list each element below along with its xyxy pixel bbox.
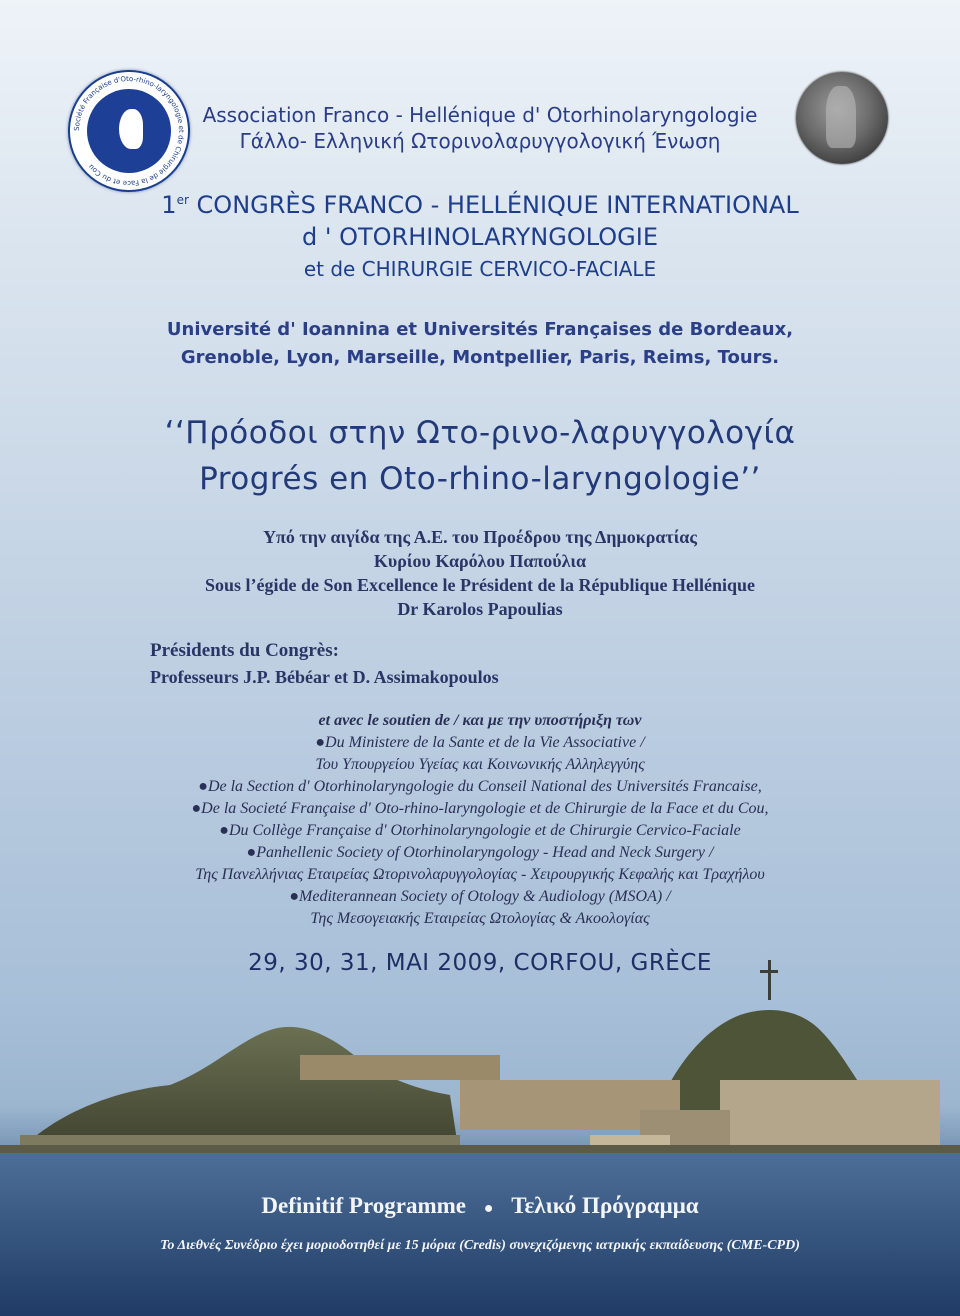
ancient-coin-image [796,72,888,164]
support-list [0,710,960,930]
congress-title-text: CONGRÈS FRANCO - HELLÉNIQUE INTERNATIONAL [196,191,799,219]
support-line [0,864,960,886]
presidents-names: Professeurs J.P. Bébéar et D. Assimakopoulos [150,667,499,687]
support-line-text: Du Collège Française d' Otorhinolaryngologie et de Chirurgie Cervico-Faciale [228,822,741,839]
support-intro: et avec le soutien de / και με την υποστήριξη των [318,712,642,729]
support-line [0,732,960,754]
patronage [0,525,960,621]
bullet-icon: ● [219,822,229,839]
bullet-icon: ● [289,888,300,905]
programme-title [0,1193,960,1219]
bullet-icon: ● [315,734,326,751]
patronage-fr1: Sous l’égide de Son Excellence le Président de la République Hellénique [204,575,755,595]
congress-title-line1 [0,184,960,221]
patronage-gr1: Υπό την αιγίδα της Α.Ε. του Προέδρου της Δημοκρατίας [263,527,697,547]
patronage-fr2: Dr Karolos Papoulias [397,599,563,619]
support-line-text: Της Μεσογειακής Εταιρείας Ωτολογίας & Ακοολογίας [310,910,650,927]
support-lines [0,732,960,930]
presidents-heading: Présidents du Congrès: [150,640,339,661]
congress-date: 29, 30, 31, MAI 2009, CORFOU, GRÈCE [248,950,712,976]
universities-line1: Université d' Ioannina et Universités Françaises de Bordeaux, [166,319,794,340]
logo-emblem [87,89,171,173]
congress-title-line2: d ' OTORHINOLARYNGOLOGIE [301,223,658,251]
support-line-text: Mediterannean Society of Otology & Audiology (MSOA) / [299,888,671,905]
support-line-text: De la Section d' Otorhinolaryngologie du Conseil National des Universités Francaise, [207,778,762,795]
support-line-text: Du Ministere de la Sante et de la Vie Associative / [325,734,645,751]
support-line [0,842,960,864]
support-line [0,820,960,842]
congress-presidents [150,638,499,690]
bullet-separator: ● [483,1200,494,1217]
support-line [0,886,960,908]
head-profile-icon [119,109,143,149]
universities [0,316,960,372]
support-line [0,776,960,798]
corfu-landscape-image [0,960,960,1316]
congress-theme [0,410,960,502]
patronage-gr2: Κυρίου Καρόλου Παπούλια [373,551,587,571]
congress-title-line3: et de CHIRURGIE CERVICO-FACIALE [303,257,657,281]
congress-ordinal-sup: er [176,193,189,207]
support-line-text: De la Societé Française d' Oto-rhino-laryngologie et de Chirurgie de la Face et du Cou, [201,800,769,817]
support-line-text: Της Πανελλήνιας Εταιρείας Ωτορινολαρυγγολογίας - Χειρουργικής Κεφαλής και Τραχήλου [195,866,765,883]
association-name-gr: Γάλλο- Ελληνική Ωτορινολαρυγγολογική Ένωση [239,129,721,153]
bullet-icon: ● [191,800,202,817]
seated-figure-icon [826,86,856,148]
association-name-fr: Association Franco - Hellénique d' Otorhinolaryngologie [202,103,758,127]
theme-fr: Progrés en Oto-rhino-laryngologie’’ [199,461,761,497]
support-line [0,798,960,820]
support-line [0,908,960,930]
universities-line2: Grenoble, Lyon, Marseille, Montpellier, Paris, Reims, Tours. [180,347,780,368]
support-line-text: Του Υπουργείου Υγείας και Κοινωνικής Αλληλεγγύης [315,756,645,773]
congress-title [0,184,960,285]
congress-ordinal: 1 [161,191,177,219]
logo-ring-label: Société Française d'Oto-rhino-laryngologie et de Chirurgie de la Face et du Cou [72,74,186,188]
theme-gr: ‘‘Πρόοδοι στην Ωτο-ρινο-λαρυγγολογία [164,415,796,451]
support-line-text: Panhellenic Society of Otorhinolaryngology - Head and Neck Surgery / [256,844,714,861]
cme-credits-note: Το Διεθνές Συνέδριο έχει μοριοδοτηθεί με 15 μόρια (Credis) συνεχιζόμενης ιατρικής εκπαίδευσης (CME-CPD) [160,1238,800,1253]
society-logo [68,70,190,192]
programme-title-gr: Τελικό Πρόγραμμα [511,1193,699,1218]
bullet-icon: ● [198,778,208,795]
programme-title-fr: Definitif Programme [261,1193,467,1218]
association-header [200,102,760,154]
support-line [0,754,960,776]
bullet-icon: ● [246,844,257,861]
